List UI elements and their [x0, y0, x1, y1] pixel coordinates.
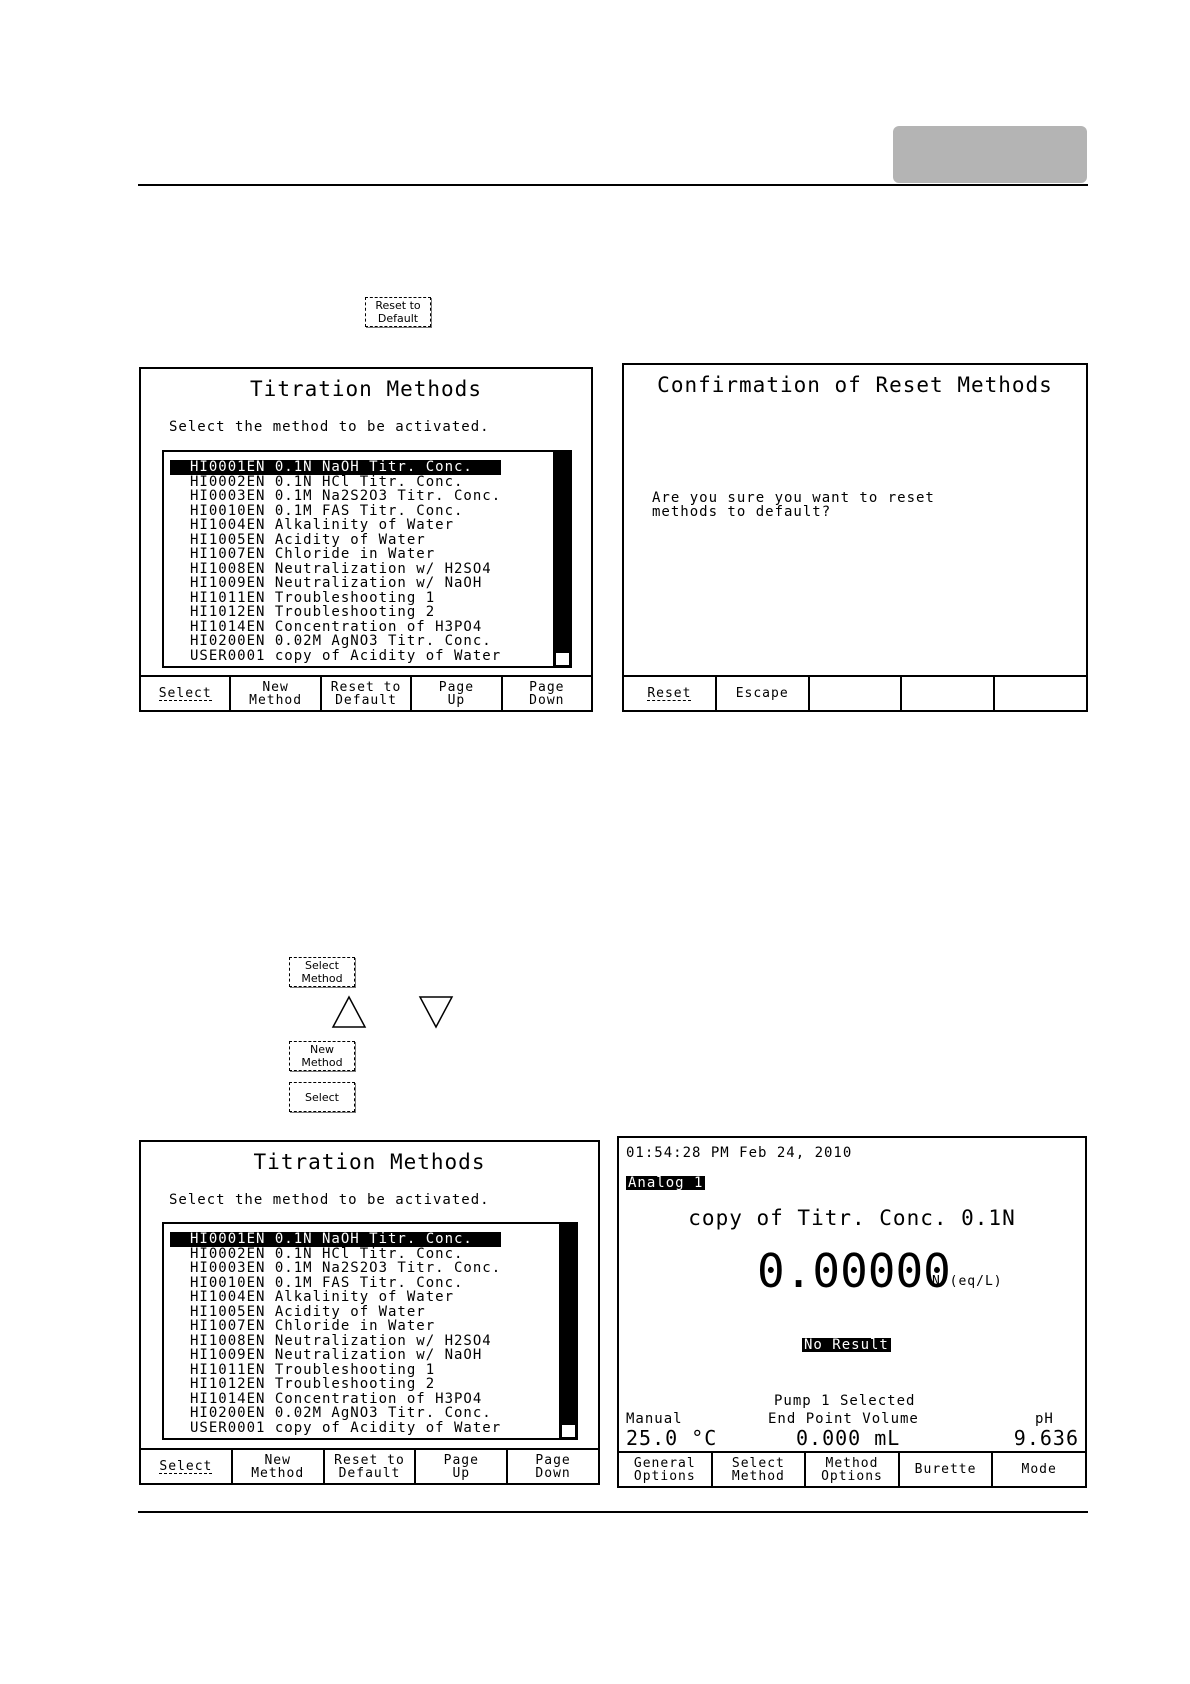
softkey-4[interactable] — [416, 1450, 508, 1483]
method-list-item[interactable]: HI0010EN 0.1M FAS Titr. Conc. — [190, 502, 464, 519]
softkey-label: Page — [529, 679, 565, 695]
softkey-label: Reset to — [330, 679, 402, 695]
softkey-2[interactable] — [231, 677, 321, 710]
softkey-4[interactable] — [902, 677, 995, 710]
method-list-item[interactable]: HI1014EN Concentration of H3PO4 — [190, 618, 483, 635]
screen-title: Confirmation of Reset Methods — [657, 373, 1053, 397]
method-list-item[interactable]: HI1004EN Alkalinity of Water — [190, 1289, 455, 1305]
scroll-thumb[interactable] — [556, 653, 569, 665]
method-list-item[interactable]: HI1007EN Chloride in Water — [190, 546, 436, 562]
method-list-item[interactable]: HI0003EN 0.1M Na2S2O3 Titr. Conc. — [190, 1260, 502, 1276]
screen-subtitle: Select the method to be activated. — [169, 1192, 490, 1208]
method-list-item[interactable]: HI1011EN Troubleshooting 1 — [190, 1361, 436, 1378]
method-list-item[interactable]: HI1009EN Neutralization w/ NaOH — [190, 575, 483, 591]
select-method-key[interactable] — [289, 957, 355, 987]
footer-rule — [138, 1511, 1088, 1513]
channel-label: Analog 1 — [628, 1175, 704, 1191]
method-list-item[interactable]: HI1012EN Troubleshooting 2 — [190, 1376, 436, 1392]
key-label: New — [310, 1043, 334, 1056]
softkey-label: Select — [158, 685, 212, 701]
softkey-5[interactable] — [508, 1450, 598, 1483]
screen-title: Titration Methods — [250, 377, 482, 401]
method-list-item[interactable]: HI1014EN Concentration of H3PO4 — [190, 1390, 483, 1407]
softkey-2[interactable] — [713, 1453, 807, 1486]
softkey-bar — [624, 675, 1086, 710]
method-list-item[interactable]: HI1009EN Neutralization w/ NaOH — [190, 1347, 483, 1363]
reset-to-default-key[interactable] — [365, 297, 431, 327]
softkey-label: Page — [443, 1452, 479, 1468]
titration-methods-screen — [139, 367, 593, 712]
softkey-3[interactable] — [810, 677, 903, 710]
method-list-item[interactable]: HI0001EN 0.1N NaOH Titr. Conc. — [170, 460, 501, 475]
down-arrow-icon[interactable] — [418, 995, 454, 1029]
method-list[interactable] — [162, 450, 572, 668]
pump-status: Pump 1 Selected — [774, 1393, 916, 1409]
reading-value: 0.00000 — [757, 1244, 951, 1298]
titration-methods-screen-2 — [139, 1140, 600, 1485]
method-list-item[interactable]: USER0001 copy of Acidity of Water — [190, 647, 502, 664]
softkey-label: Select — [731, 1455, 785, 1471]
softkey-label: Method — [731, 1468, 785, 1484]
method-list-item[interactable]: HI1007EN Chloride in Water — [190, 1318, 436, 1334]
method-list-item[interactable]: HI1005EN Acidity of Water — [190, 1303, 426, 1320]
chapter-tab — [893, 126, 1087, 183]
select-key[interactable] — [289, 1082, 355, 1112]
softkey-5[interactable] — [993, 1453, 1085, 1486]
method-list-item[interactable]: HI0200EN 0.02M AgNO3 Titr. Conc. — [190, 1405, 492, 1421]
method-list-item[interactable]: HI0010EN 0.1M FAS Titr. Conc. — [190, 1274, 464, 1291]
softkey-label: New — [264, 1452, 291, 1468]
key-label: Reset to — [375, 299, 421, 312]
softkey-5[interactable] — [995, 677, 1086, 710]
confirm-message-line2: methods to default? — [652, 504, 832, 520]
softkey-label: Method — [825, 1455, 879, 1471]
method-list-rows — [170, 460, 501, 663]
method-list-item[interactable]: HI0002EN 0.1N HCl Titr. Conc. — [190, 1245, 464, 1262]
method-list-item[interactable]: HI0001EN 0.1N NaOH Titr. Conc. — [170, 1232, 501, 1247]
softkey-3[interactable] — [322, 677, 412, 710]
softkey-1[interactable] — [141, 1450, 233, 1483]
softkey-label: Down — [535, 1465, 571, 1481]
softkey-3[interactable] — [806, 1453, 900, 1486]
softkey-label: Options — [821, 1468, 883, 1484]
softkey-label: Page — [535, 1452, 571, 1468]
confirm-message-line1: Are you sure you want to reset — [652, 490, 935, 506]
volume-label: End Point Volume — [768, 1411, 919, 1427]
softkey-label: Up — [447, 692, 466, 708]
method-list-item[interactable]: HI1012EN Troubleshooting 2 — [190, 604, 436, 620]
softkey-2[interactable] — [233, 1450, 325, 1483]
softkey-label: Escape — [735, 686, 789, 701]
method-list-item[interactable]: HI1005EN Acidity of Water — [190, 531, 426, 548]
header-rule — [138, 184, 1088, 186]
softkey-bar — [619, 1451, 1085, 1486]
temperature-label: Manual — [626, 1411, 683, 1427]
softkey-label: New — [262, 679, 289, 695]
softkey-4[interactable] — [412, 677, 502, 710]
method-list-item[interactable]: HI1008EN Neutralization w/ H2SO4 — [190, 560, 492, 577]
softkey-label: Method — [251, 1465, 305, 1481]
temperature-value: 25.0 °C — [626, 1426, 718, 1450]
softkey-label: Page — [438, 679, 475, 695]
softkey-bar — [141, 675, 591, 710]
ph-value: 9.636 — [1013, 1426, 1079, 1450]
softkey-label: Select — [159, 1458, 213, 1474]
softkey-label: Burette — [914, 1462, 977, 1477]
softkey-5[interactable] — [503, 677, 591, 710]
method-name: copy of Titr. Conc. 0.1N — [688, 1206, 1016, 1230]
softkey-label: Down — [529, 692, 565, 708]
softkey-label: General — [633, 1455, 696, 1471]
method-list-item[interactable]: USER0001 copy of Acidity of Water — [190, 1419, 502, 1436]
key-label: Default — [377, 312, 419, 325]
method-list-item[interactable]: HI1011EN Troubleshooting 1 — [190, 589, 436, 606]
softkey-label: Reset — [647, 685, 692, 701]
softkey-label: Up — [452, 1465, 471, 1481]
key-label: Method — [301, 1056, 343, 1069]
ph-label: pH — [1035, 1411, 1054, 1427]
method-list-item[interactable]: HI1004EN Alkalinity of Water — [190, 517, 455, 533]
scrollbar[interactable] — [559, 1224, 576, 1438]
method-list-item[interactable]: HI0002EN 0.1N HCl Titr. Conc. — [190, 473, 464, 490]
softkey-label: Method — [249, 692, 303, 708]
method-list[interactable] — [162, 1222, 578, 1440]
status-badge: No Result — [804, 1337, 889, 1353]
screen-subtitle: Select the method to be activated. — [169, 419, 490, 435]
softkey-label: Reset to — [334, 1452, 405, 1468]
volume-value: 0.000 mL — [796, 1426, 901, 1450]
scrollbar[interactable] — [553, 452, 570, 666]
new-method-key[interactable] — [289, 1041, 355, 1071]
softkey-label: Default — [338, 1465, 401, 1481]
softkey-label: Options — [633, 1468, 696, 1484]
method-list-rows — [170, 1232, 501, 1435]
softkey-2[interactable] — [717, 677, 810, 710]
up-arrow-icon[interactable] — [331, 995, 367, 1029]
method-list-item[interactable]: HI1008EN Neutralization w/ H2SO4 — [190, 1332, 492, 1349]
softkey-1[interactable] — [624, 677, 717, 710]
screen-title: Titration Methods — [253, 1150, 486, 1174]
softkey-4[interactable] — [900, 1453, 994, 1486]
confirm-reset-screen — [622, 363, 1088, 712]
softkey-label: Mode — [1021, 1462, 1057, 1477]
softkey-label: Default — [335, 692, 397, 708]
softkey-1[interactable] — [141, 677, 231, 710]
key-label: Select — [305, 1090, 339, 1104]
reading-unit: N (eq/L) — [932, 1274, 1003, 1289]
main-measurement-screen — [617, 1136, 1087, 1488]
method-list-item[interactable]: HI0003EN 0.1M Na2S2O3 Titr. Conc. — [190, 488, 502, 504]
softkey-3[interactable] — [325, 1450, 417, 1483]
method-list-item[interactable]: HI0200EN 0.02M AgNO3 Titr. Conc. — [190, 633, 492, 649]
softkey-1[interactable] — [619, 1453, 713, 1486]
datetime: 01:54:28 PM Feb 24, 2010 — [626, 1145, 853, 1161]
key-label: Select — [305, 959, 339, 972]
scroll-thumb[interactable] — [562, 1425, 575, 1437]
key-label: Method — [301, 972, 343, 985]
softkey-bar — [141, 1448, 598, 1483]
